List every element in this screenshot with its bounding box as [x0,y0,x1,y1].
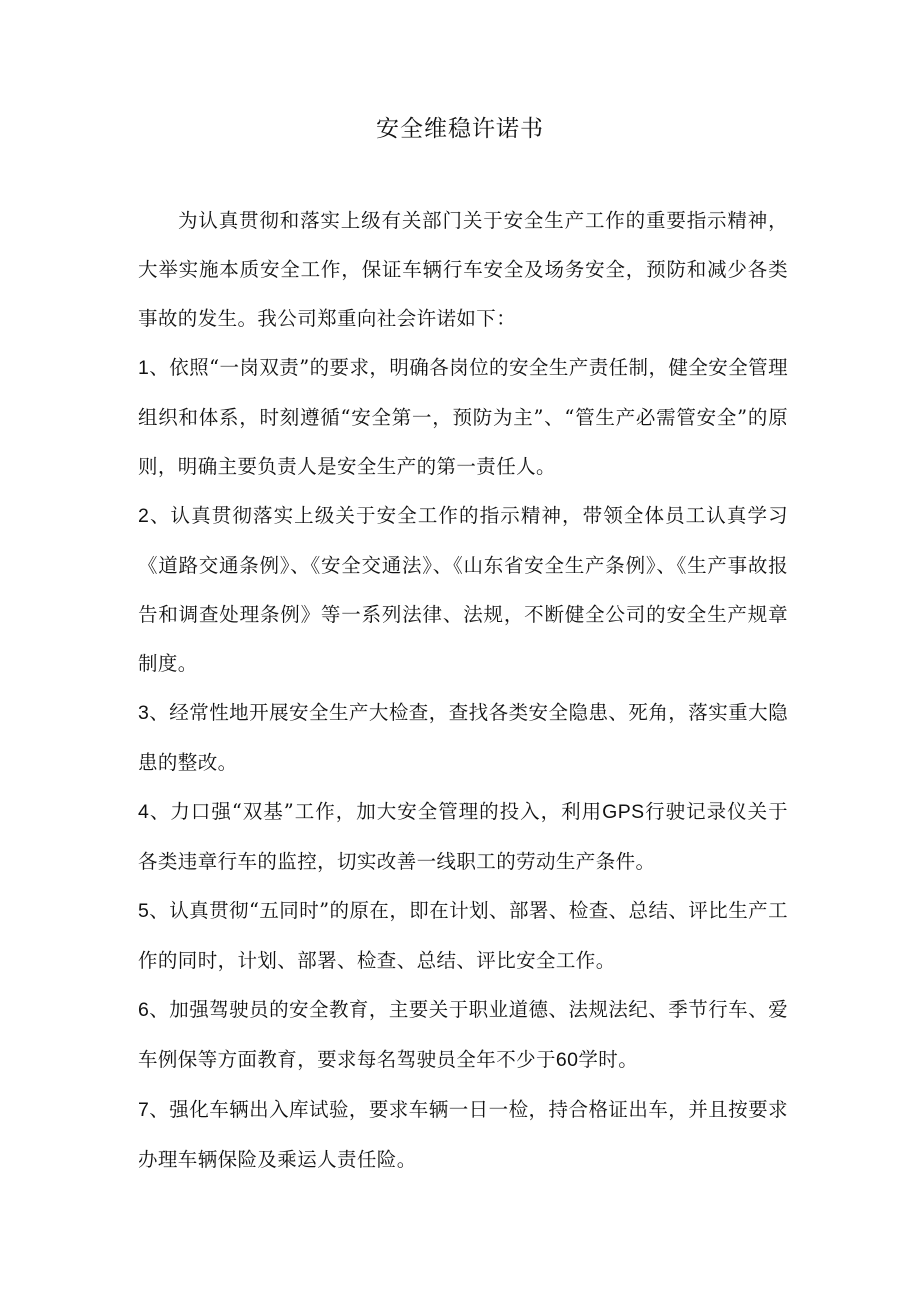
hours-value: 60 [555,1049,579,1071]
item-number: 4 [138,801,150,823]
item-number: 2 [138,505,150,527]
item-text-after: 行驶记录仪关于各类违章行车的监控，切实改善一线职工的劳动生产条件。 [138,800,788,873]
item-text: 、经常性地开展安全生产大检查，查找各类安全隐患、死角，落实重大隐患的整改。 [138,701,788,774]
commitment-item-4 [138,787,788,886]
item-text: 、依照“一岗双责”的要求，明确各岗位的安全生产责任制，健全安全管理组织和体系，时刻遵循“安全第一，预防为主”、“管生产必需管安全”的原则，明确主要负责人是安全生产的第一责任人。 [138,356,788,478]
commitment-item-2 [138,491,788,688]
item-text-after: 学时。 [578,1048,639,1071]
document-title: 安全维稳许诺书 [376,116,544,142]
commitment-item-1 [138,343,788,491]
item-text: 、认真贯彻“五同时”的原在，即在计划、部署、检查、总结、评比生产工作的同时，计划、部署、检查、总结、评比安全工作。 [138,899,788,972]
commitment-item-3 [138,688,788,787]
item-number: 1 [138,357,150,379]
item-number: 3 [138,702,150,724]
item-text-before: 、加强驾驶员的安全教育，主要关于职业道德、法规法纪、季节行车、爱车例保等方面教育，要求每名驾驶员全年不少于 [138,998,788,1071]
intro-paragraph: 为认真贯彻和落实上级有关部门关于安全生产工作的重要指示精神，大举实施本质安全工作，保证车辆行车安全及场务安全，预防和减少各类事故的发生。我公司郑重向社会许诺如下： [138,209,788,330]
commitment-item-5 [138,886,788,985]
gps-term: GPS [602,801,645,823]
item-number: 7 [138,1099,150,1121]
commitment-item-6 [138,985,788,1085]
item-text: 、强化车辆出入库试验，要求车辆一日一检，持合格证出车，并且按要求办理车辆保险及乘运人责任险。 [138,1098,788,1171]
commitment-item-7 [138,1085,788,1184]
item-text-before: 、力口强“双基”工作，加大安全管理的投入，利用 [149,800,603,823]
document-body [138,196,788,1184]
item-text: 、认真贯彻落实上级关于安全工作的指示精神，带领全体员工认真学习《道路交通条例》、《安全交通法》、《山东省安全生产条例》、《生产事故报告和调查处理条例》等一系列法律、法规，不断健全公司的安全生产规章制度。 [138,504,788,675]
item-number: 5 [138,900,150,922]
item-number: 6 [138,999,150,1021]
